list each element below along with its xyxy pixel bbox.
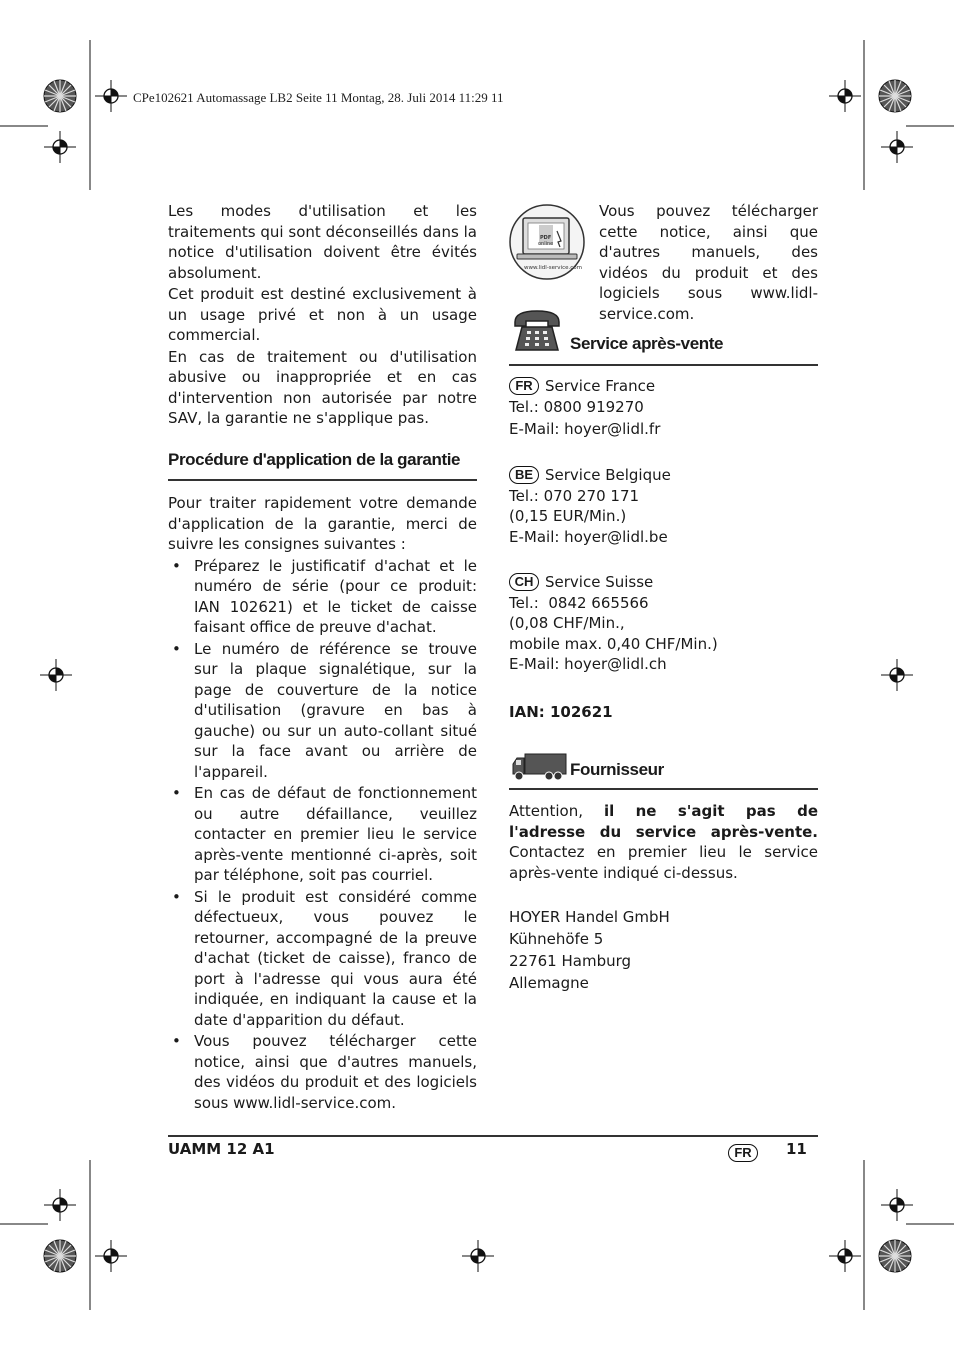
heading-rule	[509, 788, 818, 790]
address-line: Kühnehöfe 5	[509, 930, 604, 948]
service-belgique	[509, 465, 818, 547]
paragraph: Cet produit est destiné exclusivement à un usage privé et non à un usage commercial.	[168, 285, 477, 344]
service-phone: Tel.: 0842 665566	[509, 593, 649, 612]
list-item: • Si le produit est considéré comme défectueux, vous pouvez le retourner, accompagné de la preuve d'achat (ticket de caisse), franco de port à l'adresse qui vous aura été indiquée, en indiquant la cause et la date d'apparition du défaut.	[168, 887, 477, 1031]
supplier-heading: Fournisseur	[570, 760, 664, 779]
supplier-address	[509, 906, 818, 994]
service-france	[509, 376, 818, 440]
service-rate-mobile: mobile max. 0,40 CHF/Min.)	[509, 634, 718, 653]
download-text: Vous pouvez télécharger cette notice, ainsi que d'autres manuels, des vidéos du produit et des logiciels sous	[599, 202, 818, 302]
paragraph: Les modes d'utilisation et les traitements qui sont déconseillés dans la notice d'utilisation doivent être évités absolument.	[168, 202, 477, 282]
address-line: 22761 Hamburg	[509, 952, 632, 970]
service-email: E-Mail: hoyer@lidl.be	[509, 527, 668, 546]
service-email: E-Mail: hoyer@lidl.fr	[509, 420, 661, 438]
list-item: • Le numéro de référence se trouve sur la plaque signalétique, sur la page de couverture de la notice d'utilisation (gravure en bas à gauche) ou sur un auto-collant situé sur la face avant ou arrière de l'appareil.	[168, 639, 477, 783]
warranty-steps	[168, 556, 477, 1114]
svg-text:PDF: PDF	[540, 235, 552, 241]
service-rate: (0,15 EUR/Min.)	[509, 507, 627, 525]
warranty-intro: Pour traiter rapidement votre demande d'application de la garantie, merci de suivre les consignes suivantes :	[168, 494, 477, 553]
ian-number: IAN: 102621	[509, 703, 613, 721]
list-item: • En cas de défaut de fonctionnement ou autre défaillance, veuillez contacter en premier lieu le service après-vente mentionné ci-après, soit par téléphone, soit pas courriel.	[168, 783, 477, 886]
telephone-icon	[512, 308, 562, 352]
online-manual-icon	[509, 203, 589, 281]
download-link[interactable]: www.lidl-service.com.	[599, 284, 818, 323]
paragraph: En cas de traitement ou d'utilisation abusive ou inappropriée et en cas d'intervention non autorisée par notre SAV, la garantie ne s'applique pas.	[168, 347, 477, 427]
country-badge: FR	[509, 377, 539, 395]
download-info	[599, 201, 818, 324]
country-badge: CH	[509, 573, 539, 591]
service-name: Service France	[545, 377, 656, 395]
attention-warning: il ne s'agit pas de l'adresse du service après-vente.	[509, 802, 819, 841]
address-line: HOYER Handel GmbH	[509, 908, 670, 926]
footer-model: UAMM 12 A1	[168, 1140, 275, 1158]
service-name: Service Suisse	[545, 573, 654, 591]
warranty-heading: Procédure d'application de la garantie	[168, 449, 461, 469]
service-heading: Service après-vente	[570, 334, 724, 353]
supplier-notice	[509, 801, 818, 883]
list-item: • Préparez le justificatif d'achat et le numéro de série (pour ce produit: IAN 102621) et le ticket de caisse faisant office de preuve d'achat.	[168, 556, 477, 638]
service-rate: (0,08 CHF/Min.,	[509, 614, 625, 632]
left-column	[168, 201, 477, 1113]
page-number: 11	[786, 1140, 807, 1158]
service-suisse	[509, 572, 818, 675]
truck-icon	[511, 752, 567, 782]
footer-rule	[168, 1135, 818, 1137]
print-header: CPe102621 Automassage LB2 Seite 11 Montag, 28. Juli 2014 11:29 11	[133, 90, 504, 105]
heading-rule	[168, 479, 477, 481]
svg-text:online: online	[538, 241, 554, 247]
service-email: E-Mail: hoyer@lidl.ch	[509, 655, 667, 673]
country-badge: BE	[509, 466, 539, 484]
footer-language-badge: FR	[728, 1143, 764, 1162]
address-line: Allemagne	[509, 974, 589, 992]
service-name: Service Belgique	[545, 466, 671, 484]
attention-label: Attention,	[509, 802, 604, 820]
heading-rule	[509, 364, 818, 366]
service-phone: Tel.: 0800 919270	[509, 397, 644, 416]
list-item: • Vous pouvez télécharger cette notice, ainsi que d'autres manuels, des vidéos du produit et des logiciels sous www.lidl-service.com.	[168, 1031, 477, 1113]
svg-text:www.lidl-service.com: www.lidl-service.com	[524, 265, 582, 271]
service-phone: Tel.: 070 270 171	[509, 486, 640, 505]
attention-text: Contactez en premier lieu le service après-vente indiqué ci-dessus.	[509, 843, 818, 882]
